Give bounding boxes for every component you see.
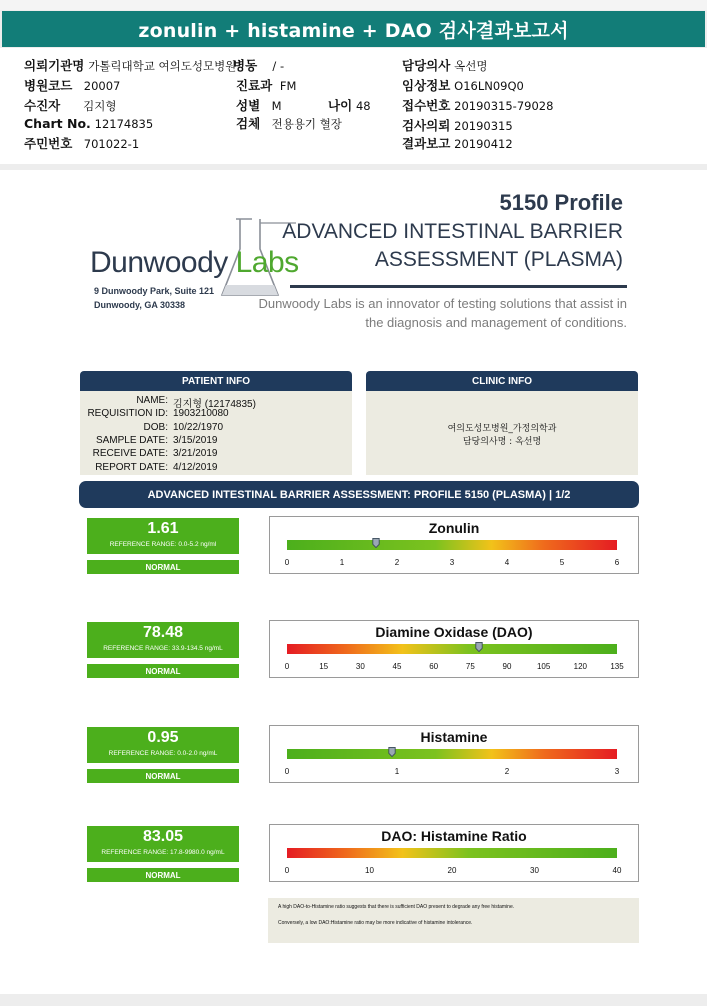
bottom-strip [0,994,707,1006]
result-value: 78.48 [142,624,184,641]
patient-info-label: REQUISITION ID: [87,408,168,420]
gauge-tick-label: 120 [573,662,588,671]
clinic-info-text: 여의도성모병원_가정의학과 담당의사명 : 옥선명 [447,424,557,447]
header-field-clinical-info: 임상정보 O16LN09Q0 [402,78,524,93]
result-gauge [269,516,639,574]
result-value-box [87,826,239,862]
result-value-box [87,622,239,658]
header-info [0,48,707,164]
gauge-tick-label: 3 [614,767,620,776]
clinic-info-heading: CLINIC INFO [366,371,638,391]
header-field-age: 나이 48 [328,98,371,113]
gauge-tick-label: 90 [502,662,512,671]
patient-info-value: 4/12/2019 [173,461,218,473]
result-value-box [87,727,239,763]
patient-info-value: 1903210080 [173,408,229,420]
header-field-request-date: 검사의뢰 20190315 [402,118,513,133]
result-value: 1.61 [147,520,179,537]
result-gauge [269,725,639,783]
ratio-note-line1: A high DAO-to-Histamine ratio suggests that there is sufficient DAO present to degrade any free histamine. [278,904,515,910]
title-divider [290,285,627,288]
gauge-tick-label: 3 [449,558,455,567]
result-status: NORMAL [87,560,239,574]
patient-info-label: REPORT DATE: [95,461,168,473]
reference-range: REFERENCE RANGE: 0.0-2.0 ng/mL [108,750,218,757]
header-field-chart-no: Chart No. 12174835 [24,116,154,131]
gauge-tick-label: 1 [394,767,400,776]
result-value-box [87,518,239,554]
gauge-marker-icon [372,538,380,548]
gauge-tick-label: 45 [392,662,402,671]
gauge-bar [287,749,617,759]
report-title: zonulin + histamine + DAO 검사결과보고서 [2,11,705,47]
gauge-title: Zonulin [428,520,480,536]
header-field-doctor: 담당의사 옥선명 [402,58,488,73]
gauge-tick-label: 135 [610,662,624,671]
patient-info-label: DOB: [143,421,168,433]
header-field-receipt-no: 접수번호 20190315-79028 [402,98,554,113]
header-field-specimen: 검체 전용용기 혈장 [236,116,342,131]
result-gauge [269,824,639,882]
lab-tagline: Dunwoody Labs is an innovator of testing solutions that assist in the diagnosis and management of conditions. [258,296,627,330]
gauge-title: Diamine Oxidase (DAO) [375,624,533,640]
patient-info-label: NAME: [136,395,168,406]
report-page [0,170,707,994]
header-field-institution: 의뢰기관명 가톨릭대학교 여의도성모병원 [24,58,237,73]
gauge-tick-label: 105 [536,662,551,671]
gauge-tick-label: 0 [284,662,290,671]
gauge-tick-label: 2 [394,558,400,567]
patient-info-heading: PATIENT INFO [80,371,352,391]
gauge-bar [287,540,617,550]
header-field-patient: 수진자 김지형 [24,98,117,113]
gauge-bar [287,848,617,858]
gauge-title: Histamine [420,729,488,745]
gauge-tick-label: 2 [504,767,510,776]
gauge-tick-label: 30 [355,662,365,671]
gauge-tick-label: 0 [284,767,290,776]
profile-title: 5150 Profile [499,190,623,215]
reference-range: REFERENCE RANGE: 17.8-9980.0 ng/mL [101,849,225,856]
gauge-tick-label: 5 [559,558,565,567]
result-value: 83.05 [142,828,184,845]
gauge-tick-label: 30 [530,866,539,875]
gauge-tick-label: 0 [284,558,290,567]
gauge-tick-label: 10 [365,866,374,875]
gauge-tick-label: 75 [465,662,475,671]
result-gauge [269,620,639,678]
header-field-ward: 병동 / - [233,58,285,73]
result-status: NORMAL [87,664,239,678]
header-field-sex: 성별 M [236,98,282,113]
header-field-resident-no: 주민번호 701022-1 [24,136,140,151]
top-strip [0,0,707,10]
gauge-tick-label: 4 [504,558,510,567]
gauge-tick-label: 40 [612,866,622,875]
gauge-title: DAO: Histamine Ratio [381,828,527,844]
gauge-tick-label: 1 [339,558,345,567]
gauge-tick-label: 15 [319,662,329,671]
gauge-tick-label: 20 [447,866,457,875]
patient-info-label: SAMPLE DATE: [95,434,168,446]
result-status: NORMAL [87,769,239,783]
gauge-marker-icon [475,642,483,652]
patient-info-value: 3/21/2019 [173,448,218,460]
ratio-note [268,898,639,943]
header-field-report-date: 결과보고 20190412 [402,136,513,151]
patient-info-value: 10/22/1970 [173,421,224,433]
gauge-bar [287,644,617,654]
reference-range: REFERENCE RANGE: 33.9-134.5 ng/mL [103,645,223,652]
patient-info-label: RECEIVE DATE: [92,448,168,460]
gauge-marker-icon [388,747,396,757]
ratio-note-line2: Conversely, a low DAO:Histamine ratio may be more indicative of histamine intolerance. [278,920,473,926]
header-field-department: 진료과 FM [236,78,297,93]
header-field-hospital-code: 병원코드 20007 [24,78,121,93]
gauge-tick-label: 60 [429,662,439,671]
result-status: NORMAL [87,868,239,882]
gauge-tick-label: 6 [614,558,620,567]
patient-info-value: 3/15/2019 [173,434,218,446]
reference-range: REFERENCE RANGE: 0.0-5.2 ng/ml [109,541,217,548]
gauge-tick-label: 0 [284,866,290,875]
assessment-title: ADVANCED INTESTINAL BARRIER ASSESSMENT (PLASMA) [282,220,623,271]
patient-info-value: 김지형 (12174835) [173,399,256,410]
lab-address: 9 Dunwoody Park, Suite 121 Dunwoody, GA 30338 [94,286,215,310]
dunwoody-labs-logo: Dunwoody Labs [90,246,299,279]
assessment-banner: ADVANCED INTESTINAL BARRIER ASSESSMENT: PROFILE 5150 (PLASMA) | 1/2 [79,481,639,508]
result-value: 0.95 [147,729,179,746]
